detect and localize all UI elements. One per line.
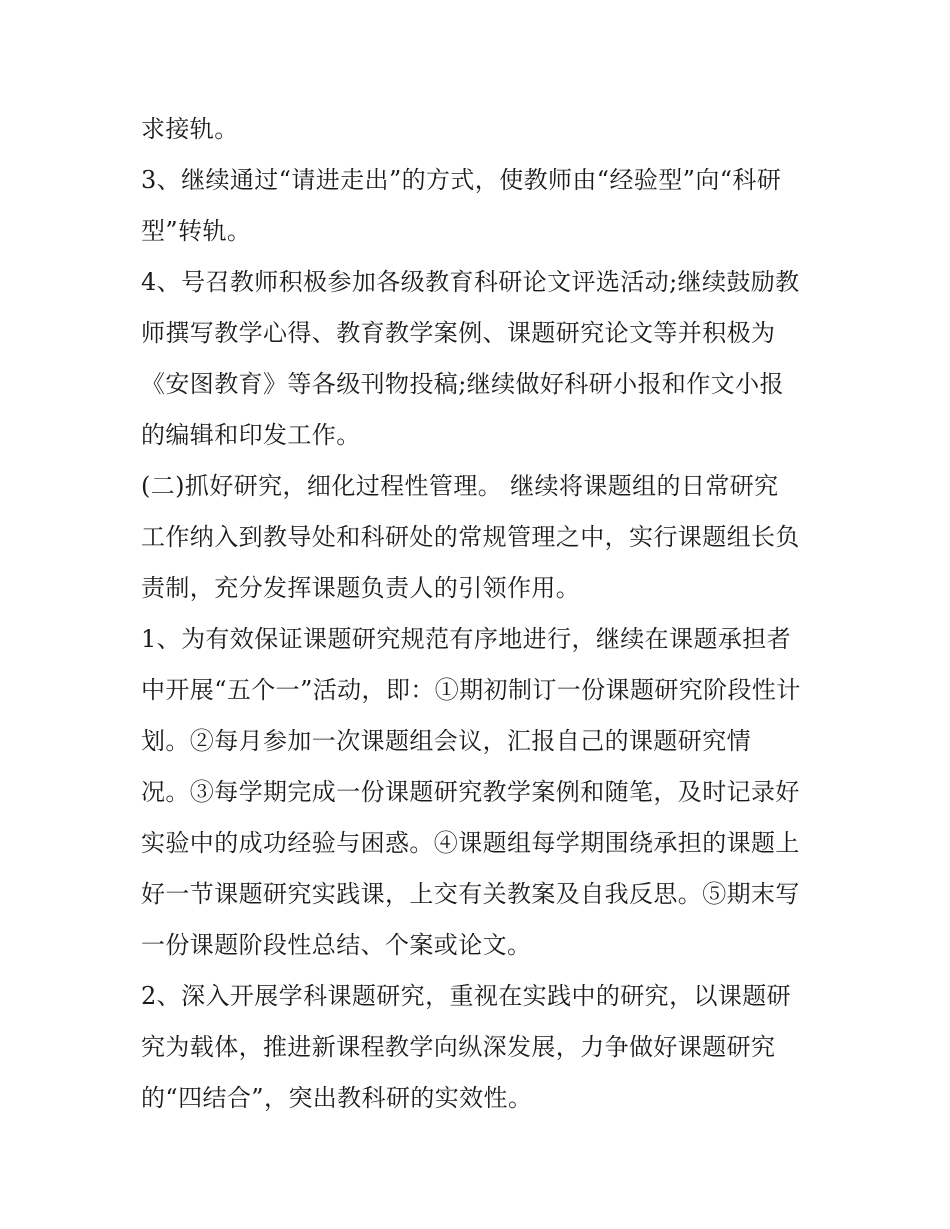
text-line: 责制，充分发挥课题负责人的引领作用。: [141, 574, 581, 602]
text-line: 好一节课题研究实践课，上交有关教案及自我反思。⑤期末写: [141, 880, 800, 908]
text-line: 师撰写教学心得、教育教学案例、课题研究论文等并积极为: [141, 319, 776, 347]
document-body: [141, 106, 821, 1126]
text-line: 4、号召教师积极参加各级教育科研论文评选活动;继续鼓励教: [141, 268, 800, 296]
text-line: 工作纳入到教导处和科研处的常规管理之中，实行课题组长负: [141, 523, 800, 551]
text-line: 实验中的成功经验与困惑。④课题组每学期围绕承担的课题上: [141, 829, 800, 857]
text-line: 况。③每学期完成一份课题研究教学案例和随笔，及时记录好: [141, 778, 800, 806]
text-line: 划。②每月参加一次课题组会议，汇报自己的课题研究情: [141, 727, 751, 755]
text-line: 《安图教育》等各级刊物投稿;继续做好科研小报和作文小报: [141, 370, 784, 398]
text-line: 一份课题阶段性总结、个案或论文。: [141, 931, 532, 959]
text-line: (二)抓好研究，细化过程性管理。 继续将课题组的日常研究: [141, 472, 779, 500]
text-line: 型”转轨。: [141, 217, 252, 245]
text-line: 的“四结合”，突出教科研的实效性。: [141, 1084, 533, 1112]
text-line: 的编辑和印发工作。: [141, 421, 361, 449]
text-line: 2、深入开展学科课题研究，重视在实践中的研究，以课题研: [141, 982, 792, 1010]
text-line: 究为载体，推进新课程教学向纵深发展，力争做好课题研究: [141, 1033, 776, 1061]
text-line: 求接轨。: [141, 115, 239, 143]
text-line: 中开展“五个一”活动，即：①期初制订一份课题研究阶段性计: [141, 676, 801, 704]
text-line: 1、为有效保证课题研究规范有序地进行，继续在课题承担者: [141, 625, 792, 653]
text-line: 3、继续通过“请进走出”的方式，使教师由“经验型”向“科研: [141, 166, 782, 194]
